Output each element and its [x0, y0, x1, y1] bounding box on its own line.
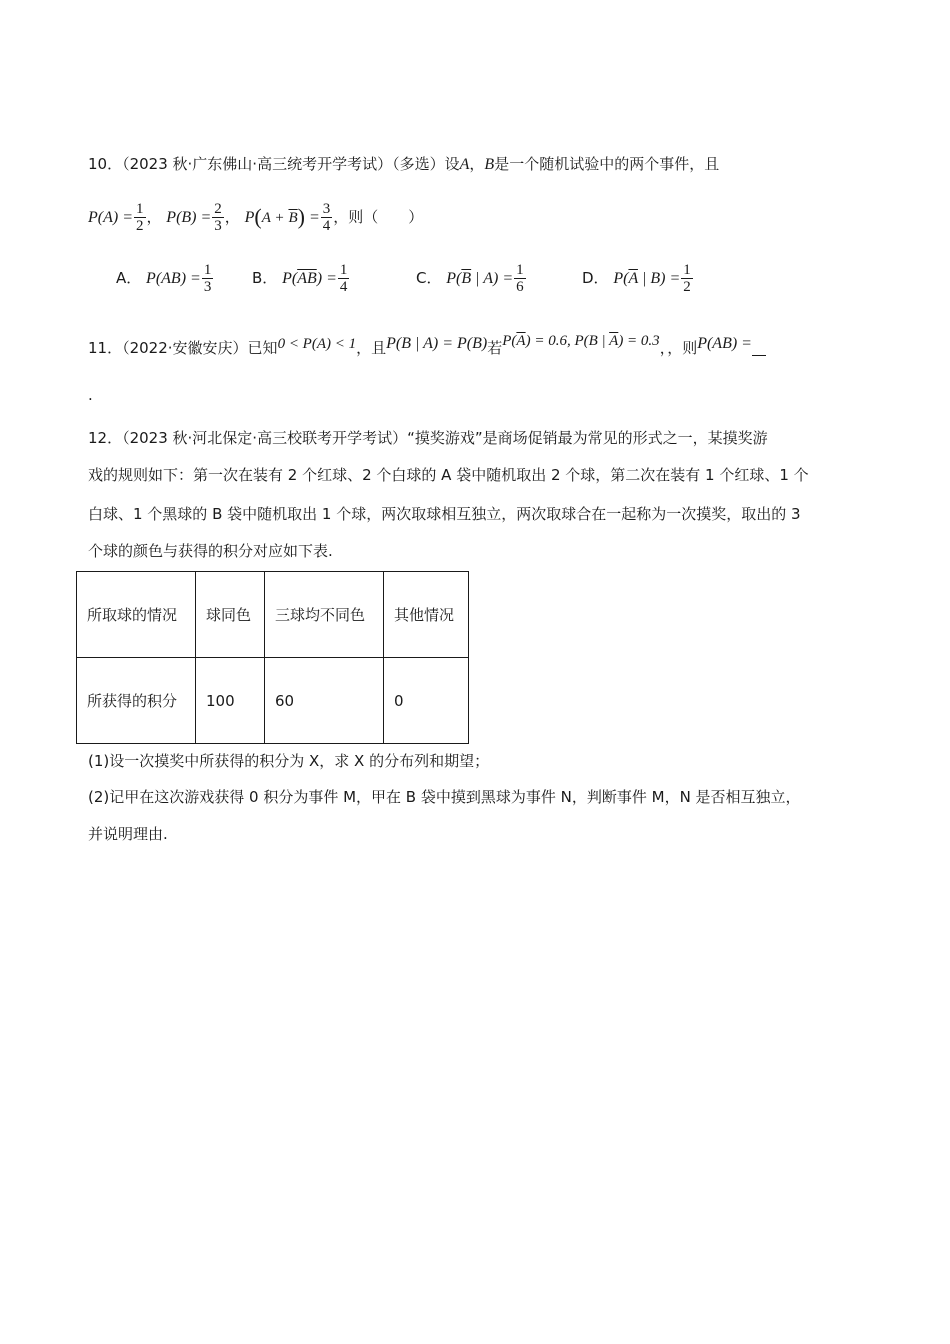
option-d-num: 1 [683, 262, 691, 278]
option-c-num: 1 [516, 262, 524, 278]
q10-pb-label: P(B) = [166, 209, 212, 226]
q10-pa-fraction [134, 201, 146, 234]
q10-conditions [88, 201, 423, 234]
q11-number: 11． [88, 339, 123, 357]
q11-end: . [88, 386, 93, 404]
q12-part-2: (2)记甲在这次游戏获得 0 积分为事件 M，甲在 B 袋中摸到黑球为事件 N，判断事件 M，N 是否相互独立， [88, 788, 801, 806]
table-cell: 球同色 [196, 572, 265, 658]
table-row [77, 572, 469, 658]
option-d-expr [613, 270, 680, 287]
table-row [77, 658, 469, 744]
option-a-num: 1 [203, 262, 212, 278]
option-b-letter: B． [252, 269, 278, 287]
q10-pab-den: 4 [322, 218, 331, 234]
option-c-post: | A) = [471, 270, 514, 287]
q12-line-3: 白球、1 个黑球的 B 袋中随机取出 1 个球，两次取球相互独立，两次取球合在一起称为一次摸奖，取出的 3 [88, 505, 801, 523]
q11-answer-blank[interactable] [752, 339, 766, 356]
table-cell: 60 [265, 658, 384, 744]
q10-type: （多选） [392, 155, 445, 173]
q11-text-3: 若 [487, 339, 503, 357]
q11-expr3-post: ) = 0.3 [618, 333, 660, 349]
q10-sep-1: ， [146, 208, 162, 226]
q10-option-a[interactable] [116, 262, 214, 295]
option-a-letter: A． [116, 269, 142, 287]
q11-expr-3 [502, 333, 659, 349]
option-d-post: | B) = [637, 270, 681, 287]
q10-pa-num: 1 [136, 201, 144, 217]
q10-comma: ， [469, 155, 485, 173]
q10-option-b[interactable] [252, 262, 350, 295]
q11-source: （2022·安徽安庆） [122, 339, 248, 357]
q10-source: （2023 秋·广东佛山·高三统考开学考试） [122, 155, 393, 173]
option-c-letter: C． [416, 269, 442, 287]
q10-pab-num: 3 [322, 201, 331, 217]
q11-expr3-mid: ) = 0.6, P(B | [525, 333, 610, 349]
q10-pab-label: $P(A + \overline{B})$ = [244, 204, 320, 229]
option-c-expr [446, 270, 513, 287]
option-b-fraction [338, 262, 350, 295]
q11-text-4: ，，则 [659, 339, 698, 357]
q10-pa-den: 2 [136, 218, 144, 234]
q11-text-2: ，且 [356, 339, 387, 357]
q11-expr3-over: $\overline{A}$ [516, 333, 526, 349]
q11-expr-2: P(B | A) = P(B) [386, 335, 488, 352]
option-a-fraction [202, 262, 214, 295]
q10-tail: ，则（ ） [333, 208, 424, 226]
option-b-over: $\overline{AB}$ [297, 270, 317, 287]
q10-pab-bbar: $\overline{B}$ [288, 210, 298, 226]
q12-part-3: 并说明理由. [88, 825, 168, 843]
option-d-letter: D． [582, 269, 609, 287]
option-b-num: 1 [339, 262, 348, 278]
q11-expr3-pre: P( [502, 333, 517, 349]
q12-number: 12． [88, 429, 123, 447]
option-a-den: 3 [203, 279, 212, 295]
q11-expr-1: 0 < P(A) < 1 [277, 336, 357, 352]
table-cell: 0 [384, 658, 469, 744]
q10-pb-fraction [212, 201, 224, 234]
option-a-expr: P(AB) = [146, 270, 201, 287]
option-b-expr [282, 270, 337, 287]
score-table [76, 571, 469, 744]
option-c-over: $\overline{B}$ [461, 270, 472, 287]
table-cell: 100 [196, 658, 265, 744]
table-cell: 三球均不同色 [265, 572, 384, 658]
q10-pb-num: 2 [214, 201, 222, 217]
q10-stem-a: 设 [444, 155, 460, 173]
q11-expr3-over2: $\overline{A}$ [609, 333, 619, 349]
option-c-pre: P( [446, 270, 462, 287]
q12-line-1-text: （2023 秋·河北保定·高三校联考开学考试）“摸奖游戏”是商场促销最为常见的形式之一，某摸奖游 [122, 429, 768, 447]
q11-stem [88, 333, 766, 358]
option-b-pre: P( [282, 270, 298, 287]
q10-pab-fraction [321, 201, 333, 234]
q10-var-b: B [484, 156, 495, 173]
option-c-fraction [514, 262, 526, 295]
q10-option-d[interactable] [582, 262, 694, 295]
option-b-post: ) = [316, 270, 337, 287]
table-cell: 其他情况 [384, 572, 469, 658]
option-d-den: 2 [683, 279, 691, 295]
q12-line-1 [88, 427, 768, 448]
option-d-fraction [681, 262, 693, 295]
q10-option-c[interactable] [416, 262, 527, 295]
option-c-den: 6 [516, 279, 524, 295]
q11-text-1: 已知 [247, 339, 278, 357]
table-cell: 所取球的情况 [77, 572, 196, 658]
q10-number: 10． [88, 155, 123, 173]
option-d-over: $\overline{A}$ [628, 270, 638, 287]
q10-stem [88, 153, 719, 174]
q12-part-1: (1)设一次摸奖中所获得的积分为 X，求 X 的分布列和期望； [88, 752, 490, 770]
option-b-den: 4 [339, 279, 348, 295]
q10-pab-p: P [244, 209, 255, 226]
q10-sep-2: ， [224, 208, 240, 226]
q11-expr-4: P(AB) = [697, 335, 752, 352]
q10-stem-b: 是一个随机试验中的两个事件，且 [494, 155, 720, 173]
q12-line-4: 个球的颜色与获得的积分对应如下表. [88, 542, 333, 560]
table-cell: 所获得的积分 [77, 658, 196, 744]
q10-var-a: A [459, 156, 470, 173]
q12-line-2: 戏的规则如下：第一次在装有 2 个红球、2 个白球的 A 袋中随机取出 2 个球，第二次在装有 1 个红球、1 个 [88, 466, 809, 484]
q10-pab-a: A + [261, 210, 285, 226]
q10-pb-den: 3 [214, 218, 222, 234]
option-d-pre: P( [613, 270, 629, 287]
q10-pa-label: P(A) = [88, 209, 133, 226]
